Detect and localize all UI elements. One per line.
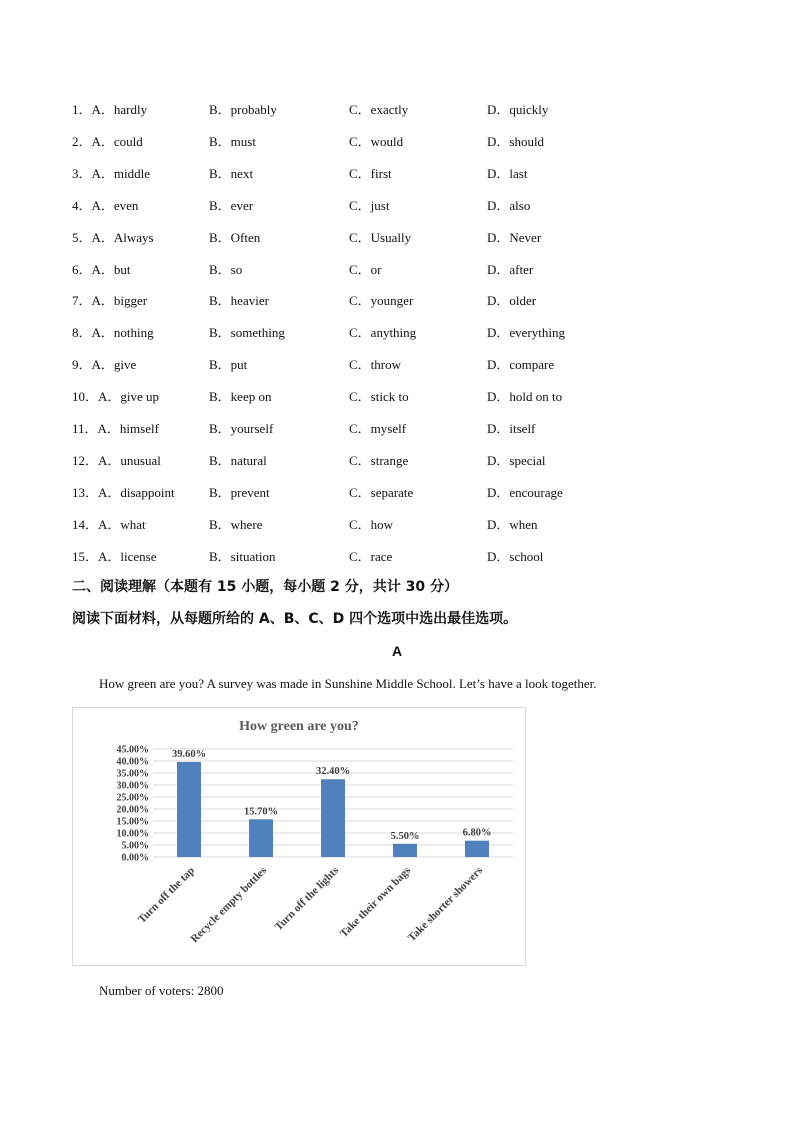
option-b: B．where [209, 516, 263, 532]
question-number: 3．A． [72, 165, 114, 181]
question-number: 11．A． [72, 421, 120, 436]
option-b: B．prevent [209, 484, 270, 500]
option-c: C．race [349, 548, 393, 564]
question-row [72, 228, 632, 248]
question-number-option-a [72, 547, 156, 567]
question-number: 9．A． [72, 357, 114, 373]
question-number: 2．A． [72, 133, 114, 149]
option-c: C．younger [349, 293, 414, 309]
option-a: even [113, 197, 139, 213]
question-number-option-a [72, 100, 147, 120]
option-a: himself [119, 421, 159, 436]
y-tick-label: 25.00% [116, 792, 149, 804]
option-d: D．itself [487, 421, 536, 436]
option-a: but [113, 261, 131, 277]
x-category-label: Recycle empty bottles [188, 864, 270, 946]
question-number: 10．A． [72, 389, 121, 405]
option-b: B．must [209, 133, 256, 149]
question-row [72, 323, 632, 343]
section-instruction: 阅读下面材料，从每题所给的 A、B、C、D 四个选项中选出最佳选项。 [72, 611, 518, 627]
bar [465, 841, 489, 857]
option-d: D．also [487, 197, 531, 213]
option-d: D．hold on to [487, 389, 563, 405]
y-tick-label: 30.00% [116, 780, 149, 792]
question-number: 8．A． [72, 325, 114, 341]
option-b: B．situation [209, 548, 276, 564]
option-a: disappoint [120, 484, 175, 500]
passage-intro: How green are you? A survey was made in Sunshine Middle School. Let’s have a look together. [99, 676, 597, 691]
question-row [72, 260, 632, 280]
question-row [72, 291, 632, 311]
option-b: B．Often [209, 229, 261, 245]
voters-count: Number of voters: 2800 [99, 983, 224, 998]
option-c: C．would [349, 133, 404, 149]
option-d: D．quickly [487, 102, 549, 117]
option-a: give [113, 357, 137, 373]
x-category-label: Turn off the lights [272, 864, 342, 934]
data-label: 6.80% [462, 827, 492, 839]
option-d: D．compare [487, 357, 555, 373]
question-row [72, 164, 632, 184]
option-d: D．encourage [487, 484, 563, 500]
option-d: D．everything [487, 325, 565, 341]
passage-letter: A [391, 643, 403, 659]
y-tick-label: 40.00% [116, 756, 149, 768]
bar [321, 779, 345, 857]
option-c: C．how [349, 516, 394, 532]
question-number: 5．A． [72, 229, 114, 245]
section-heading: 二、阅读理解（本题有 15 小题，每小题 2 分，共计 30 分） [72, 579, 458, 595]
option-c: C．or [349, 261, 382, 277]
option-c: C．throw [349, 357, 402, 373]
y-tick-label: 0.00% [121, 852, 149, 864]
option-a: give up [120, 389, 160, 405]
bar [393, 844, 417, 857]
option-a: bigger [113, 293, 148, 309]
option-a: what [120, 516, 146, 532]
option-b: B．so [209, 261, 243, 277]
question-row [72, 196, 632, 216]
question-number-option-a [72, 291, 147, 311]
option-c: C．stick to [349, 389, 409, 405]
question-row [72, 355, 632, 375]
question-number: 7．A． [72, 293, 114, 309]
question-number-option-a [72, 515, 146, 535]
question-number-option-a [72, 323, 154, 343]
question-number: 15．A． [72, 548, 121, 564]
data-label: 39.60% [171, 748, 207, 760]
option-c: C．first [349, 165, 392, 181]
question-number: 1．A． [72, 102, 114, 117]
question-number-option-a [72, 355, 136, 375]
option-d: D．Never [487, 229, 542, 245]
option-b: B．natural [209, 452, 267, 468]
question-number-option-a [72, 132, 143, 152]
question-number-option-a [72, 419, 159, 439]
bar-chart-svg [73, 708, 525, 965]
option-b: B．heavier [209, 293, 269, 309]
bar [177, 762, 201, 857]
option-d: D．should [487, 133, 545, 149]
x-category-label: Take shorter showers [405, 864, 486, 944]
question-row [72, 387, 632, 407]
option-c: C．separate [349, 484, 414, 500]
option-a: license [120, 548, 157, 564]
y-tick-label: 15.00% [116, 816, 149, 828]
option-c: C．anything [349, 325, 417, 341]
question-number-option-a [72, 228, 154, 248]
question-number-option-a [72, 260, 131, 280]
option-b: B．ever [209, 197, 254, 213]
option-c: C．Usually [349, 229, 412, 245]
question-row [72, 419, 632, 439]
option-b: B．probably [209, 102, 277, 117]
x-category-label: Turn off the tap [135, 864, 198, 926]
x-category-label: Take their own bags [337, 864, 414, 940]
option-c: C．exactly [349, 102, 409, 117]
option-b: B．yourself [209, 421, 274, 436]
option-b: B．next [209, 165, 254, 181]
option-c: C．myself [349, 421, 407, 436]
option-b: B．keep on [209, 389, 272, 405]
option-d: D．older [487, 293, 537, 309]
option-d: D．when [487, 516, 538, 532]
question-row [72, 547, 632, 567]
option-d: D．after [487, 261, 534, 277]
option-a: nothing [113, 325, 154, 341]
chart-title: How green are you? [239, 719, 359, 734]
y-tick-label: 10.00% [116, 828, 149, 840]
option-d: D．school [487, 548, 544, 564]
option-c: C．just [349, 197, 390, 213]
question-number-option-a [72, 483, 175, 503]
y-tick-label: 35.00% [116, 768, 149, 780]
question-number: 13．A． [72, 484, 121, 500]
data-label: 5.50% [390, 830, 420, 842]
y-tick-label: 45.00% [116, 744, 149, 756]
question-number-option-a [72, 451, 161, 471]
option-b: B．put [209, 357, 248, 373]
question-row [72, 483, 632, 503]
question-row [72, 100, 632, 120]
question-number: 14．A． [72, 516, 121, 532]
option-a: unusual [120, 452, 161, 468]
data-label: 15.70% [243, 806, 279, 818]
question-number: 4．A． [72, 197, 114, 213]
bar [249, 819, 273, 857]
survey-chart [72, 707, 526, 966]
question-number-option-a [72, 196, 138, 216]
y-tick-label: 20.00% [116, 804, 149, 816]
question-number: 12．A． [72, 452, 121, 468]
question-row [72, 132, 632, 152]
option-a: could [113, 133, 143, 149]
option-a: middle [113, 165, 150, 181]
question-row [72, 515, 632, 535]
option-a: Always [113, 229, 154, 245]
question-number-option-a [72, 164, 150, 184]
question-number: 6．A． [72, 261, 114, 277]
question-row [72, 451, 632, 471]
option-d: D．last [487, 165, 528, 181]
option-a: hardly [113, 102, 148, 117]
question-number-option-a [72, 387, 159, 407]
data-label: 32.40% [315, 766, 351, 778]
option-d: D．special [487, 452, 546, 468]
y-tick-label: 5.00% [121, 840, 149, 852]
option-c: C．strange [349, 452, 409, 468]
option-b: B．something [209, 325, 285, 341]
